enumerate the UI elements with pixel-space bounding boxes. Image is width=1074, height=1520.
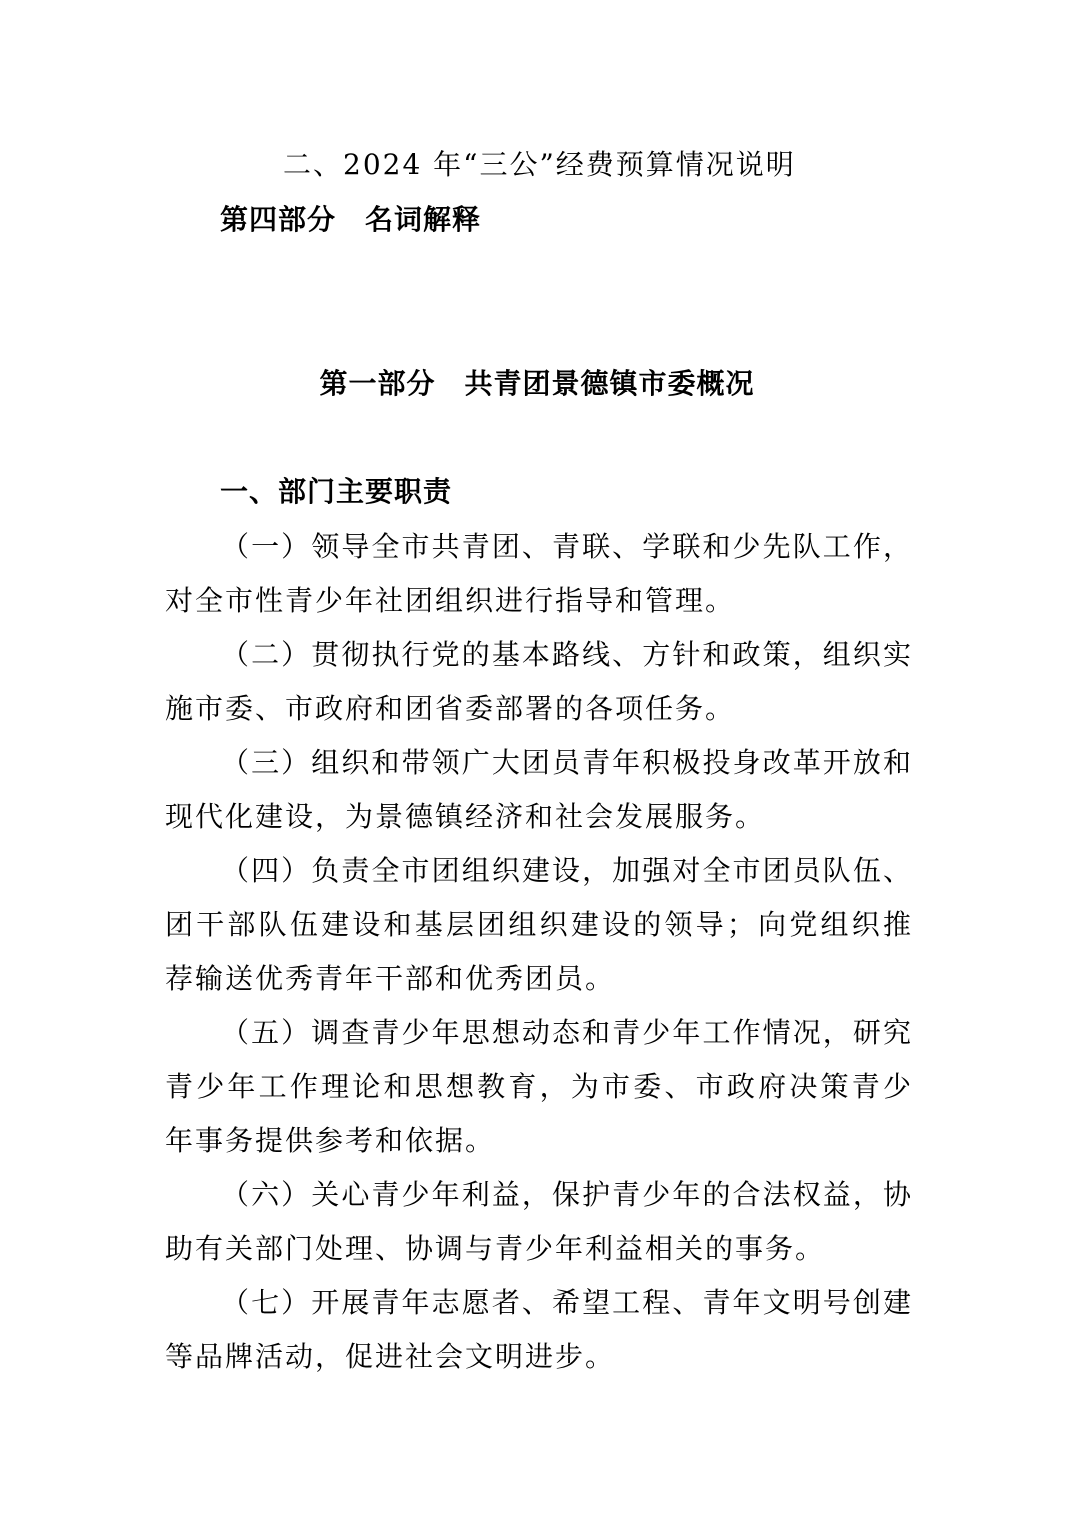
duty-text: 领导全市共青团、青联、学联和少先队工作，对全市性青少年社团组织进行指导和管理。: [165, 530, 913, 617]
duty-paragraph: [165, 844, 913, 1006]
duty-paragraph: [165, 1006, 913, 1168]
duty-text: 贯彻执行党的基本路线、方针和政策，组织实施市委、市政府和团省委部署的各项任务。: [165, 638, 913, 725]
duty-paragraph: [165, 1168, 913, 1276]
toc-entry-three-public-expenses: 二、2024 年“三公”经费预算情况说明: [283, 148, 796, 181]
duties-list: [165, 520, 913, 1384]
duty-paragraph: [165, 628, 913, 736]
duty-number: （七）: [221, 1286, 312, 1319]
duty-text: 负责全市团组织建设，加强对全市团员队伍、团干部队伍建设和基层团组织建设的领导；向党组织推荐输送优秀青年干部和优秀团员。: [165, 854, 913, 995]
duty-number: （四）: [221, 854, 312, 887]
duty-number: （五）: [221, 1016, 312, 1049]
duty-text: 关心青少年利益，保护青少年的合法权益，协助有关部门处理、协调与青少年利益相关的事务。: [165, 1178, 913, 1265]
duty-number: （二）: [221, 638, 312, 671]
duty-paragraph: [165, 736, 913, 844]
duty-number: （一）: [221, 530, 312, 563]
toc-heading-part-four: 第四部分 名词解释: [220, 203, 482, 236]
duty-text: 开展青年志愿者、希望工程、青年文明号创建等品牌活动，促进社会文明进步。: [165, 1286, 913, 1373]
section-heading-main-duties: 一、部门主要职责: [220, 475, 453, 508]
duty-paragraph: [165, 1276, 913, 1384]
duty-number: （六）: [221, 1178, 312, 1211]
part-one-title: 第一部分 共青团景德镇市委概况: [319, 367, 755, 400]
duty-text: 调查青少年思想动态和青少年工作情况，研究青少年工作理论和思想教育，为市委、市政府决策青少年事务提供参考和依据。: [165, 1016, 913, 1157]
duty-paragraph: [165, 520, 913, 628]
duty-text: 组织和带领广大团员青年积极投身改革开放和现代化建设，为景德镇经济和社会发展服务。: [165, 746, 913, 833]
duty-number: （三）: [221, 746, 312, 779]
